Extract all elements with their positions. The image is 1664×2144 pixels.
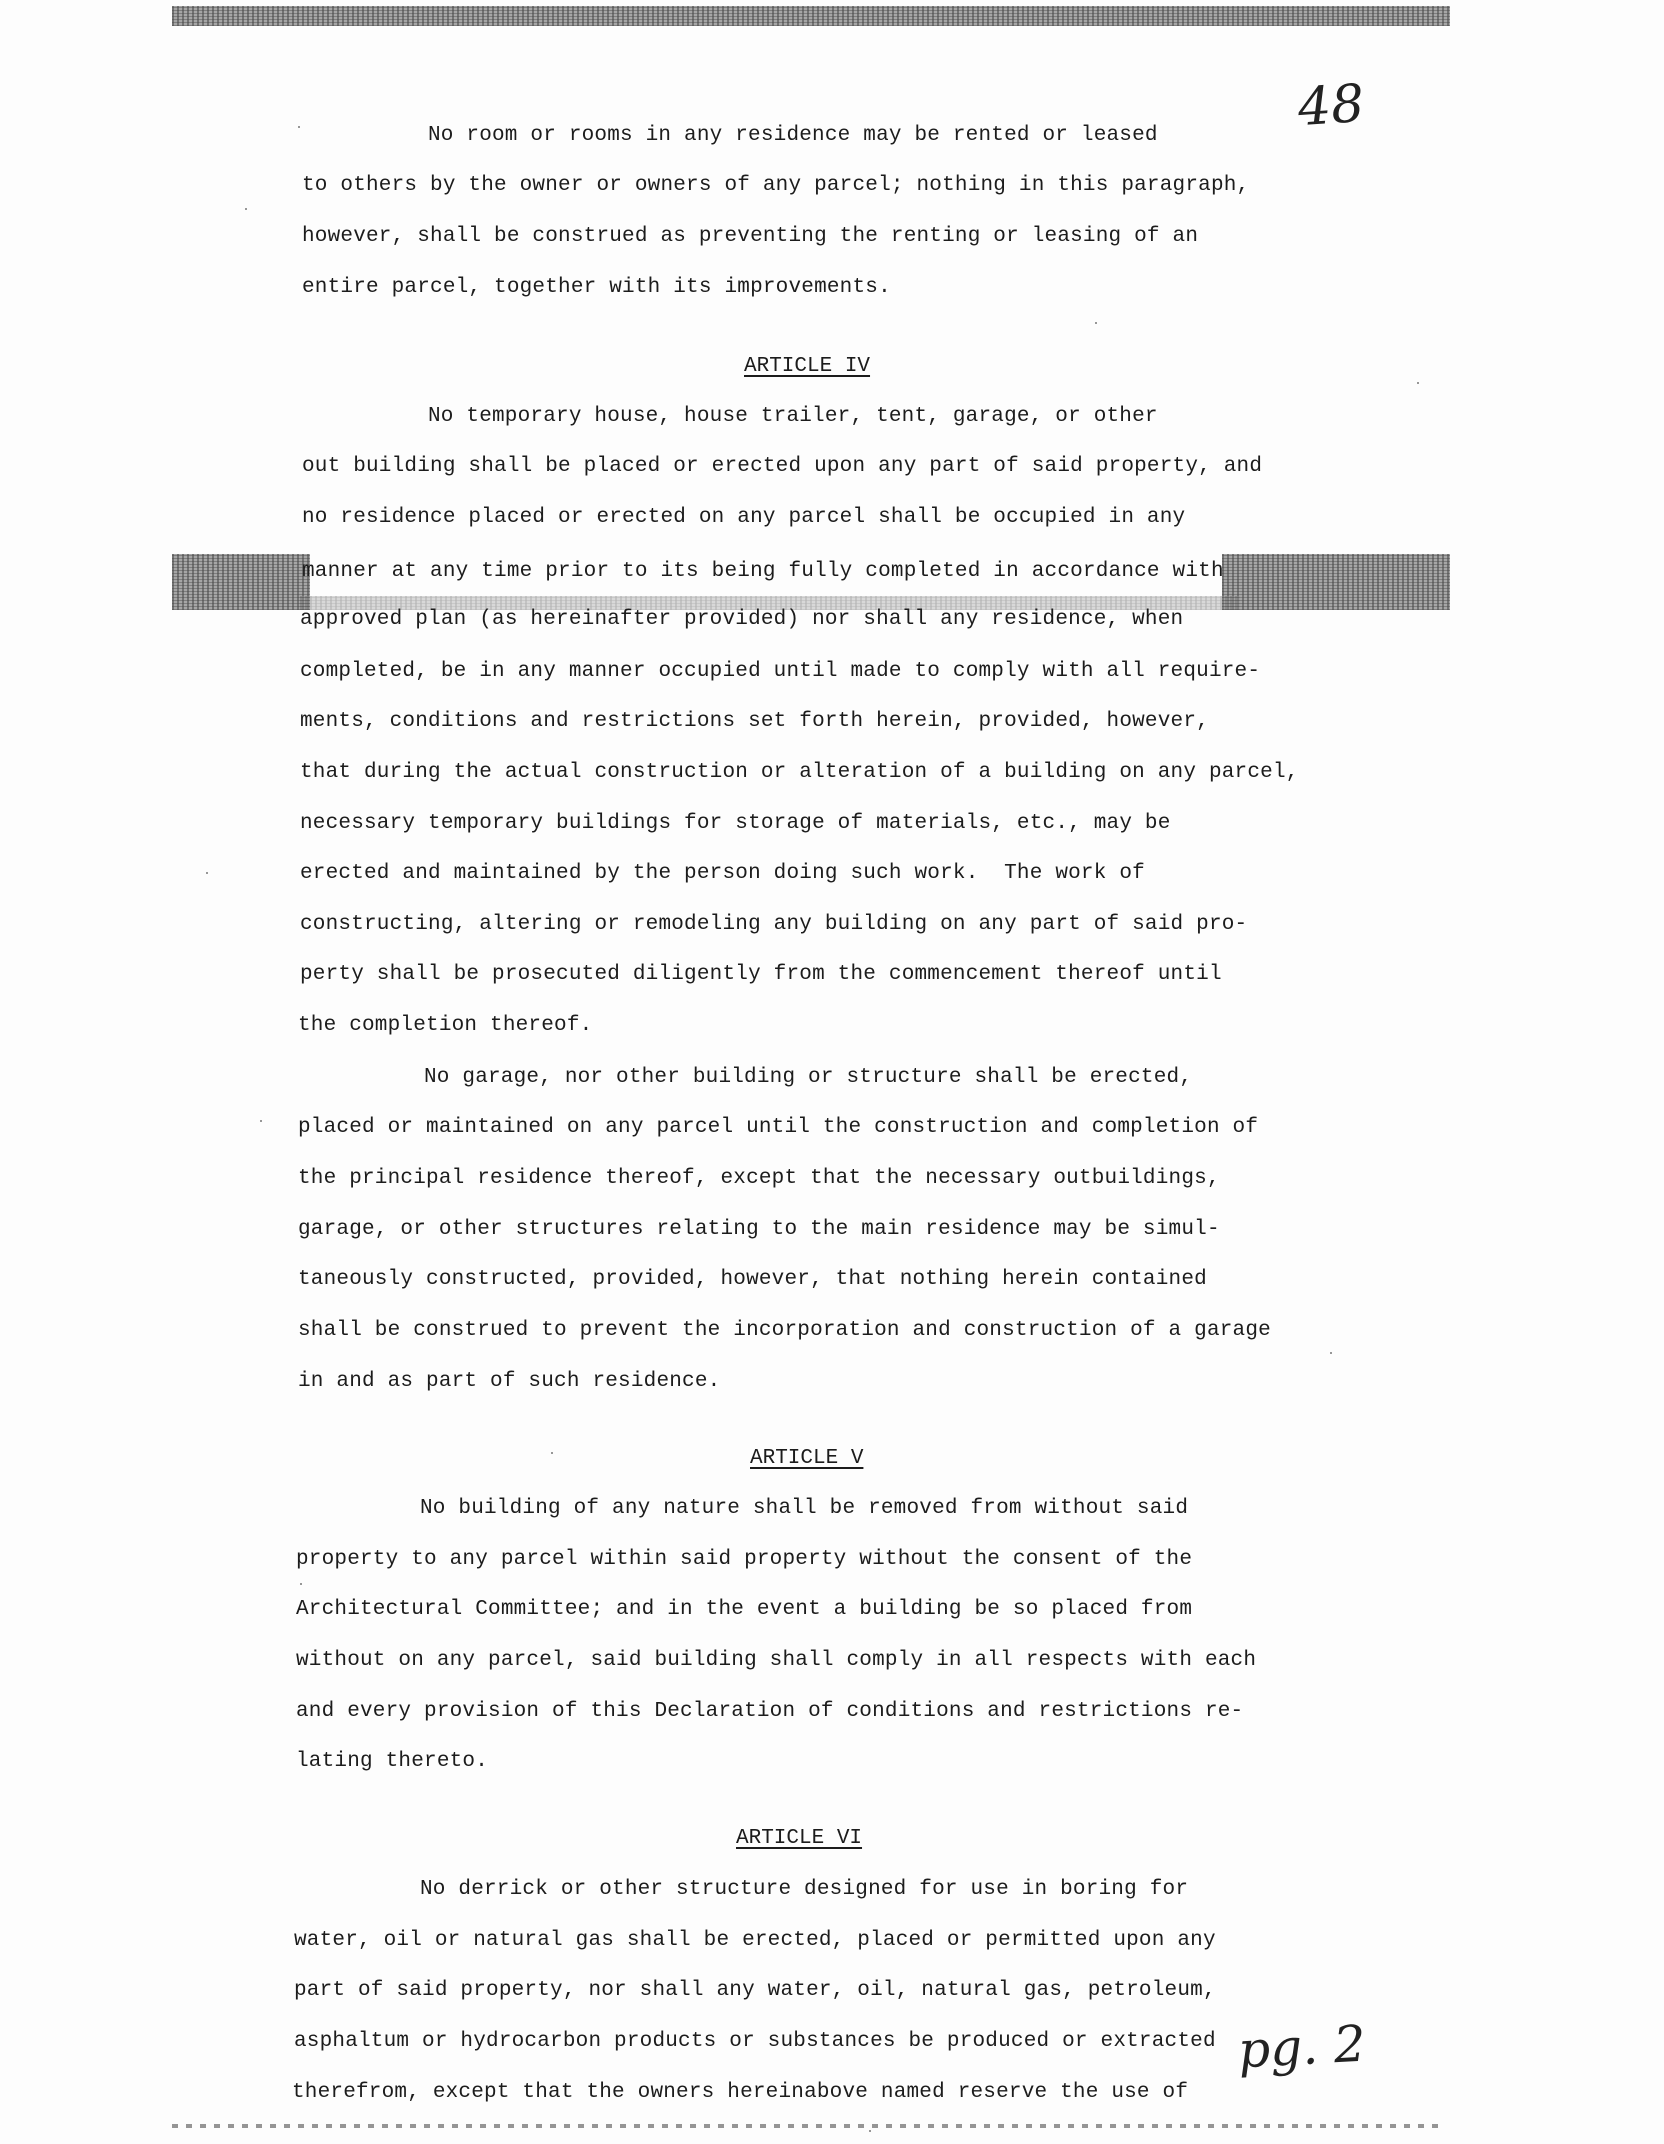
scan-speck [1330, 1352, 1332, 1354]
text-line: No derrick or other structure designed for use in boring for [420, 1878, 1189, 1901]
handwritten-page-number: 48 [1295, 73, 1367, 139]
scan-speck [1417, 382, 1419, 384]
scan-speck [869, 2130, 871, 2132]
text-line: ments, conditions and restrictions set forth herein, provided, however, [300, 710, 1209, 733]
text-line: property to any parcel within said property without the consent of the [296, 1548, 1193, 1571]
text-line: erected and maintained by the person doing such work. The work of [300, 862, 1145, 885]
text-line: in and as part of such residence. [298, 1370, 721, 1393]
scan-speck [260, 1120, 262, 1122]
scan-speck [551, 1452, 553, 1454]
text-line: therefrom, except that the owners hereinabove named reserve the use of [292, 2081, 1189, 2104]
text-line: perty shall be prosecuted diligently from the commencement thereof until [300, 963, 1222, 986]
article-heading: ARTICLE IV [744, 355, 871, 378]
scan-artifact-bottom [172, 2124, 1442, 2128]
text-line: placed or maintained on any parcel until the construction and completion of [298, 1116, 1259, 1139]
text-line: no residence placed or erected on any parcel shall be occupied in any [302, 506, 1186, 529]
text-line: taneously constructed, provided, however, that nothing herein contained [298, 1268, 1207, 1291]
text-line: Architectural Committee; and in the event a building be so placed from [296, 1598, 1193, 1621]
text-line: however, shall be construed as preventing the renting or leasing of an [302, 225, 1199, 248]
article-heading: ARTICLE V [750, 1447, 864, 1470]
text-line: part of said property, nor shall any water, oil, natural gas, petroleum, [294, 1979, 1216, 2002]
scan-speck [206, 872, 208, 874]
text-line: the completion thereof. [298, 1014, 593, 1037]
text-line: completed, be in any manner occupied until made to comply with all require- [300, 660, 1261, 683]
scan-artifact-middle-right [1222, 554, 1450, 610]
scan-artifact-top [172, 6, 1450, 26]
text-line: the principal residence thereof, except that the necessary outbuildings, [298, 1167, 1220, 1190]
handwritten-page-mark: pg. 2 [1236, 2014, 1368, 2080]
text-line: constructing, altering or remodeling any building on any part of said pro- [300, 913, 1248, 936]
text-line: without on any parcel, said building shall comply in all respects with each [296, 1649, 1257, 1672]
text-line: and every provision of this Declaration of conditions and restrictions re- [296, 1700, 1244, 1723]
text-line: No garage, nor other building or structure shall be erected, [424, 1066, 1193, 1089]
text-line: No room or rooms in any residence may be rented or leased [428, 124, 1158, 147]
article-heading: ARTICLE VI [736, 1827, 863, 1850]
text-line: entire parcel, together with its improvements. [302, 276, 891, 299]
text-line: shall be construed to prevent the incorporation and construction of a garage [298, 1319, 1271, 1342]
text-line: that during the actual construction or alteration of a building on any parcel, [300, 761, 1299, 784]
text-line: manner at any time prior to its being fully completed in accordance with [302, 560, 1224, 583]
text-line: lating thereto. [296, 1750, 489, 1773]
scan-speck [300, 1583, 302, 1585]
text-line: No temporary house, house trailer, tent, garage, or other [428, 405, 1158, 428]
text-line: approved plan (as hereinafter provided) nor shall any residence, when [300, 608, 1184, 631]
text-line: water, oil or natural gas shall be erected, placed or permitted upon any [294, 1929, 1216, 1952]
text-line: out building shall be placed or erected upon any part of said property, and [302, 455, 1263, 478]
text-line: garage, or other structures relating to the main residence may be simul- [298, 1218, 1220, 1241]
text-line: asphaltum or hydrocarbon products or substances be produced or extracted [294, 2030, 1216, 2053]
text-line: necessary temporary buildings for storage of materials, etc., may be [300, 812, 1171, 835]
text-line: to others by the owner or owners of any parcel; nothing in this paragraph, [302, 174, 1250, 197]
scan-speck [298, 126, 300, 128]
scan-speck [245, 208, 247, 210]
scan-speck [1095, 322, 1097, 324]
text-line: No building of any nature shall be removed from without said [420, 1497, 1189, 1520]
scan-artifact-middle-left [172, 554, 310, 610]
